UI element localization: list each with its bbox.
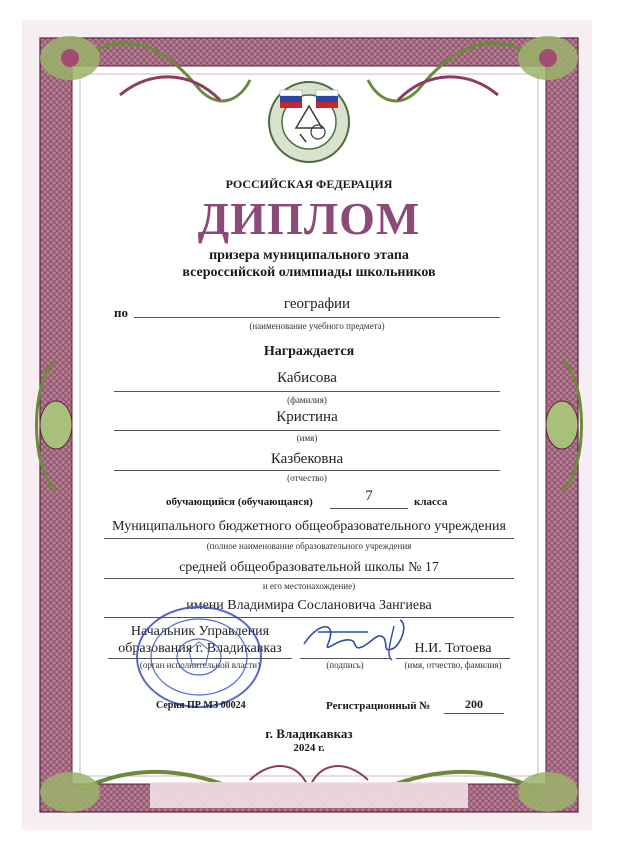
- school-line-3: имени Владимира Сослановича Зангиева: [186, 598, 432, 613]
- handwritten-signature: [298, 614, 418, 664]
- grade-prefix: обучающийся (обучающаяся): [166, 496, 313, 508]
- diploma-title: ДИПЛОМ: [197, 193, 421, 244]
- registration-line: [444, 713, 504, 714]
- subject-line: [134, 317, 500, 318]
- subject-caption: (наименование учебного предмета): [249, 321, 385, 331]
- award-label: Награждается: [263, 344, 355, 359]
- school-line-1: Муниципального бюджетного общеобразовательного учреждения: [112, 519, 506, 534]
- org-line-2: образования г. Владикавказ: [118, 641, 282, 656]
- issue-year: 2024 г.: [293, 742, 325, 754]
- school-underline-2: [104, 578, 514, 579]
- school-underline-1: [104, 538, 514, 539]
- school-line-2: средней общеобразовательной школы № 17: [179, 560, 439, 575]
- name-line: [114, 430, 500, 431]
- surname-caption: (фамилия): [287, 395, 327, 405]
- subject-value: географии: [283, 296, 351, 312]
- org-caption: (орган исполнительной власти): [139, 660, 261, 670]
- olympiad-emblem: [266, 76, 352, 166]
- grade-suffix: класса: [414, 496, 448, 508]
- name-value: Кристина: [276, 409, 338, 425]
- series-number: Серия ПР МЗ 00024: [156, 700, 246, 711]
- signature-caption: (подпись): [326, 660, 364, 670]
- official-stamp: [134, 604, 264, 710]
- registration-number: 200: [465, 697, 483, 711]
- org-line-1: Начальник Управления: [130, 624, 270, 639]
- subject-prefix: по: [114, 305, 128, 320]
- signatory-fio: Н.И. Тотоева: [414, 641, 492, 656]
- school-caption-2: и его местонахождение): [262, 581, 356, 591]
- subtitle-line-1: призера муниципального этапа: [209, 248, 409, 263]
- fio-caption: (имя, отчество, фамилия): [404, 660, 502, 670]
- patronymic-line: [114, 470, 500, 471]
- name-caption: (имя): [296, 433, 318, 443]
- grade-value: 7: [365, 488, 373, 504]
- surname-line: [114, 391, 500, 392]
- subtitle-line-2: всероссийской олимпиады школьников: [182, 265, 436, 280]
- grade-line: [330, 508, 408, 509]
- registration-label: Регистрационный №: [326, 700, 431, 712]
- city: г. Владикавказ: [265, 726, 353, 741]
- school-caption-1: (полное наименование образовательного учреждения: [206, 541, 412, 551]
- patronymic-caption: (отчество): [287, 473, 327, 483]
- surname-value: Кабисова: [277, 370, 337, 386]
- patronymic-value: Казбековна: [270, 451, 344, 467]
- country-label: РОССИЙСКАЯ ФЕДЕРАЦИЯ: [225, 177, 393, 191]
